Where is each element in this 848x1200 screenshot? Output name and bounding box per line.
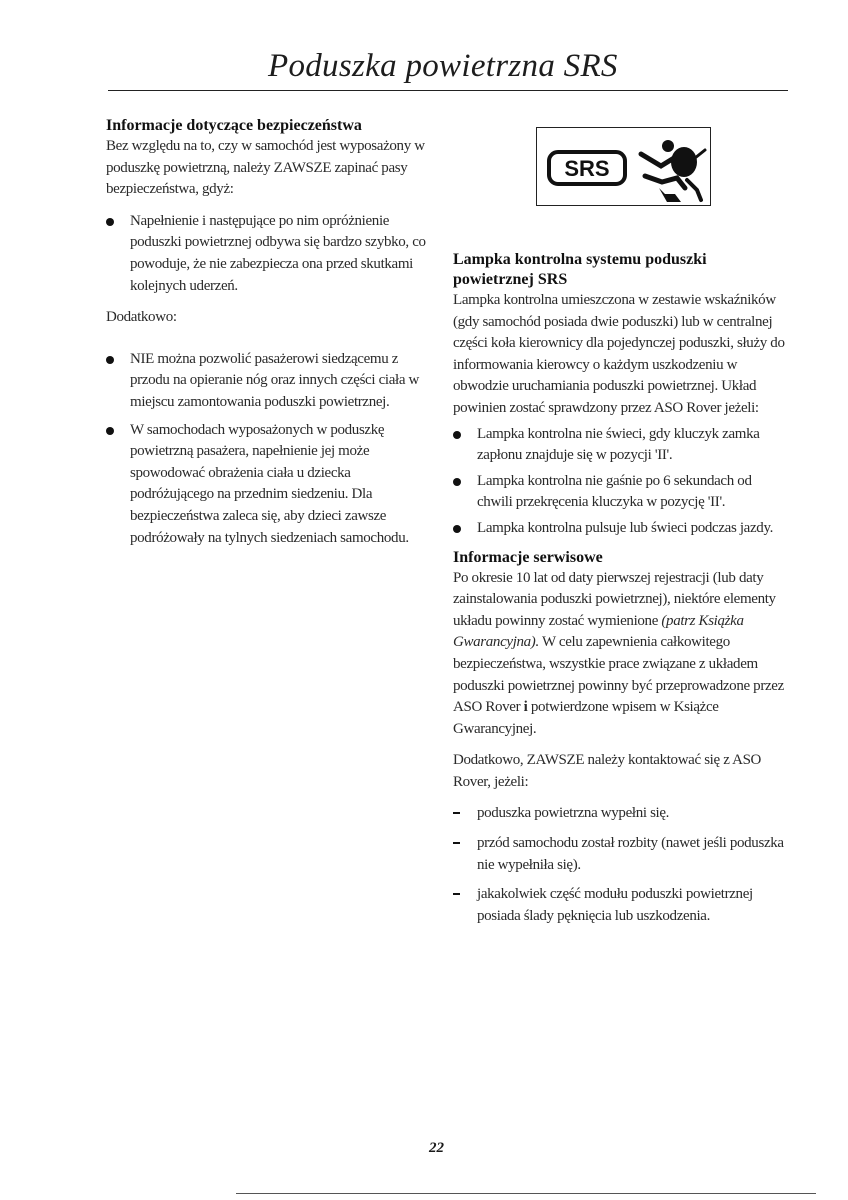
dash-item [453,803,788,825]
bullet-text: W samochodach wyposażonych w poduszkę powietrzną pasażera, napełnienie jej może spowodować obrażenia ciała u dziecka podróżującego na przednim siedzeniu. Dla bezpieczeństwa zaleca się, aby dzieci zawsze podróżowały na tylnych siedzeniach samochodu. [130,421,409,546]
bullet-text: Napełnienie i następujące po nim opróżnienie poduszki powietrznej odbywa się bardzo szybko, co powoduje, że nie zabezpiecza ona przed skutkami kolejnych uderzeń. [130,212,426,294]
bottom-rule [236,1193,816,1194]
title-rule [108,90,788,91]
safety-intro: Bez względu na to, czy w samochód jest wyposażony w poduszkę powietrzną, należy ZAWSZE zapinać pasy bezpieczeństwa, gdyż: [106,138,425,198]
service-text-part: W celu zapewnienia całkowitego bezpieczeństwa, wszystkie prace związane z układem poduszki powietrznej powinny być przeprowadzone przez ASO Rover [453,634,784,716]
bullet-item [453,424,788,467]
additionally-label: Dodatkowo: [106,309,177,326]
bullet-item [106,349,436,414]
airbag-warning-icon [537,128,710,205]
left-column [106,116,436,549]
bullet-marker [453,431,461,439]
bullet-item [453,471,788,514]
bullet-text: Lampka kontrolna nie świeci, gdy kluczyk zamka zapłonu znajduje się w pozycji 'II'. [477,425,760,464]
service-text-part: i [523,699,528,716]
bullet-item [106,420,436,550]
warning-lamp-text: Lampka kontrolna umieszczona w zestawie wskaźników (gdy samochód posiada dwie poduszki) lub w centralnej części koła kierownicy dla pojedynczej poduszki, służy do informowania kierowcy o każdym uszkodzeniu w obwodzie uruchamiania poduszki powietrznej. Układ powinien zostać sprawdzony przez ASO Rover jeżeli: [453,292,785,416]
warning-lamp-heading: Lampka kontrolna systemu poduszki powietrznej SRS [453,251,707,288]
dash-marker [453,812,460,814]
bullet-marker [106,218,114,226]
bullet-text: Lampka kontrolna pulsuje lub świeci podczas jazdy. [477,519,774,536]
service-heading: Informacje serwisowe [453,548,603,566]
bullet-marker [106,356,114,364]
dash-text: jakakolwiek część modułu poduszki powietrznej posiada ślady pęknięcia lub uszkodzenia. [477,886,753,924]
bullet-item [453,518,788,540]
right-column [453,250,788,935]
safety-heading: Informacje dotyczące bezpieczeństwa [106,117,362,134]
bullet-marker [453,478,461,486]
service-text [453,568,788,741]
bullet-item [106,211,436,297]
bullet-text: Lampka kontrolna nie gaśnie po 6 sekundach od chwili przekręcenia kluczyka w pozycję 'II'. [477,472,752,511]
page-title: Poduszka powietrzna SRS [268,48,618,84]
dash-text: przód samochodu został rozbity (nawet jeśli poduszka nie wypełniła się). [477,835,784,873]
dash-marker [453,842,460,844]
warranty-book-reference: (patrz Książka Gwarancyjna). [453,612,744,651]
dash-item [453,884,788,927]
dash-text: poduszka powietrzna wypełni się. [477,805,670,822]
srs-indicator-figure [536,127,711,206]
dash-item [453,833,788,876]
dash-marker [453,893,460,895]
contact-aso-text: Dodatkowo, ZAWSZE należy kontaktować się z ASO Rover, jeżeli: [453,752,762,790]
bullet-marker [453,525,461,533]
bullet-marker [106,427,114,435]
service-text-part: Po okresie 10 lat od daty pierwszej rejestracji (lub daty zainstalowania poduszki powietrznej), niektóre elementy układu powinny zostać wymienione [453,569,776,629]
service-text-part: potwierdzone wpisem w Książce Gwarancyjnej. [453,699,719,737]
page-number: 22 [429,1140,444,1156]
bullet-text: NIE można pozwolić pasażerowi siedzącemu z przodu na opieranie nóg oraz innych części ciała w miejscu zamontowania poduszki powietrznej. [130,350,420,410]
srs-label: SRS [564,156,610,181]
